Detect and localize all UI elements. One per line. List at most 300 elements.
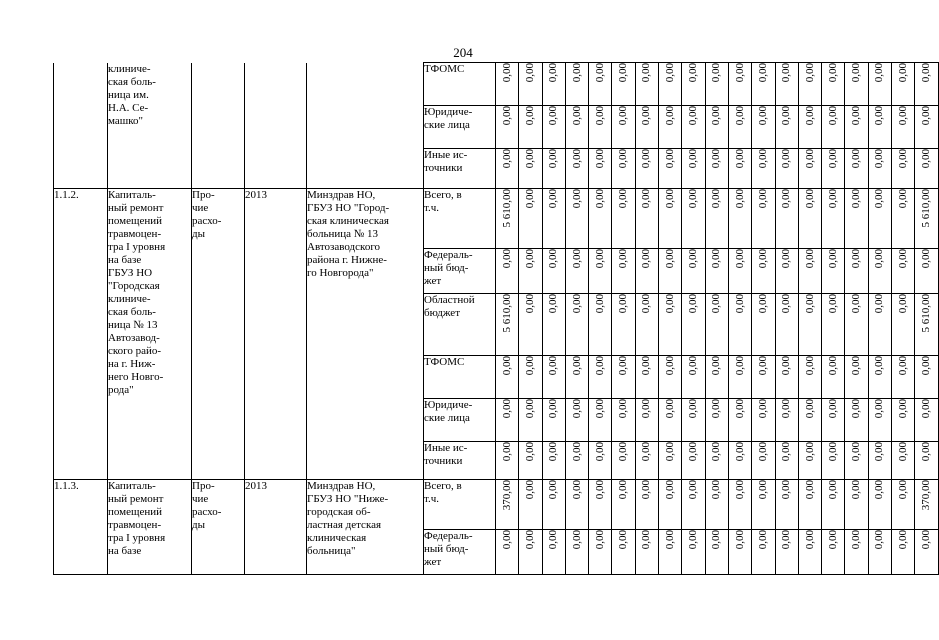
value-cell <box>612 63 635 106</box>
value-cell <box>519 189 542 249</box>
value-text: 370,00 <box>500 480 513 511</box>
value-cell <box>868 249 891 294</box>
value-text: 0,00 <box>640 442 653 462</box>
value-cell <box>659 189 682 249</box>
measure-name-cell: клиниче- ская боль- ница им. Н.А. Се- машко" <box>108 63 192 189</box>
value-cell <box>728 356 751 399</box>
value-cell <box>682 480 705 530</box>
value-cell <box>612 480 635 530</box>
value-cell <box>845 530 868 575</box>
value-text: 0,00 <box>710 356 723 376</box>
value-cell <box>589 249 612 294</box>
value-text: 0,00 <box>523 106 536 126</box>
value-cell <box>728 442 751 480</box>
value-cell <box>565 106 588 149</box>
value-cell <box>822 106 845 149</box>
value-text: 0,00 <box>919 442 932 462</box>
value-text: 0,00 <box>756 442 769 462</box>
row-id-cell: 1.1.3. <box>54 480 108 575</box>
year-cell: 2013 <box>245 189 307 480</box>
value-cell <box>915 189 938 249</box>
year-cell <box>245 63 307 189</box>
value-cell <box>542 106 565 149</box>
value-cell <box>519 149 542 189</box>
value-cell <box>868 294 891 356</box>
value-cell <box>775 399 798 442</box>
value-text: 0,00 <box>523 530 536 550</box>
value-cell <box>659 399 682 442</box>
value-text: 0,00 <box>593 106 606 126</box>
budget-table <box>53 62 939 575</box>
value-text: 0,00 <box>780 530 793 550</box>
value-cell <box>589 399 612 442</box>
value-cell <box>542 442 565 480</box>
value-cell <box>915 356 938 399</box>
value-cell <box>496 442 519 480</box>
value-text: 0,00 <box>593 63 606 83</box>
value-text: 0,00 <box>570 399 583 419</box>
value-cell <box>682 149 705 189</box>
value-text: 0,00 <box>547 63 560 83</box>
value-text: 0,00 <box>780 189 793 209</box>
value-cell <box>728 294 751 356</box>
value-text: 0,00 <box>687 149 700 169</box>
value-cell <box>565 189 588 249</box>
value-text: 0,00 <box>523 356 536 376</box>
value-text: 0,00 <box>803 356 816 376</box>
executor-cell: Минздрав НО, ГБУЗ НО "Ниже- городская об- ластная детская клиническая больница" <box>307 480 424 575</box>
value-text: 0,00 <box>733 356 746 376</box>
value-cell <box>682 442 705 480</box>
value-cell <box>542 399 565 442</box>
value-text: 0,00 <box>850 294 863 314</box>
value-text: 0,00 <box>547 530 560 550</box>
value-cell <box>496 530 519 575</box>
value-text: 0,00 <box>570 530 583 550</box>
value-cell <box>845 294 868 356</box>
value-cell <box>635 249 658 294</box>
funding-source-cell: Всего, в т.ч. <box>424 480 496 530</box>
value-text: 0,00 <box>547 480 560 500</box>
value-cell <box>705 294 728 356</box>
value-text: 0,00 <box>780 63 793 83</box>
value-cell <box>752 63 775 106</box>
value-text: 0,00 <box>803 399 816 419</box>
value-text: 0,00 <box>873 530 886 550</box>
value-cell <box>705 399 728 442</box>
funding-source-cell: Федераль- ный бюд- жет <box>424 530 496 575</box>
value-text: 0,00 <box>663 249 676 269</box>
value-cell <box>728 480 751 530</box>
value-cell <box>752 399 775 442</box>
value-text: 0,00 <box>710 106 723 126</box>
value-cell <box>589 294 612 356</box>
value-cell <box>496 149 519 189</box>
value-cell <box>798 356 821 399</box>
value-text: 0,00 <box>523 249 536 269</box>
value-text: 0,00 <box>547 189 560 209</box>
value-text: 0,00 <box>547 356 560 376</box>
value-text: 0,00 <box>617 294 630 314</box>
value-cell <box>589 189 612 249</box>
value-text: 0,00 <box>687 530 700 550</box>
value-cell <box>705 356 728 399</box>
value-text: 0,00 <box>547 442 560 462</box>
value-text: 0,00 <box>593 530 606 550</box>
value-text: 0,00 <box>733 106 746 126</box>
value-cell <box>612 149 635 189</box>
value-cell <box>659 356 682 399</box>
value-text: 0,00 <box>687 106 700 126</box>
value-text: 0,00 <box>733 189 746 209</box>
value-cell <box>612 356 635 399</box>
value-text: 0,00 <box>500 442 513 462</box>
value-text: 0,00 <box>617 480 630 500</box>
year-cell: 2013 <box>245 480 307 575</box>
value-text: 0,00 <box>896 149 909 169</box>
value-cell <box>635 530 658 575</box>
value-cell <box>542 63 565 106</box>
value-text: 0,00 <box>687 480 700 500</box>
row-id-cell <box>54 63 108 189</box>
value-text: 0,00 <box>756 399 769 419</box>
value-cell <box>845 249 868 294</box>
value-cell <box>659 294 682 356</box>
value-cell <box>845 63 868 106</box>
value-cell <box>845 399 868 442</box>
value-cell <box>682 294 705 356</box>
value-cell <box>915 294 938 356</box>
value-text: 0,00 <box>500 149 513 169</box>
value-cell <box>589 356 612 399</box>
value-text: 0,00 <box>826 480 839 500</box>
value-text: 0,00 <box>663 106 676 126</box>
value-text: 0,00 <box>687 63 700 83</box>
value-cell <box>496 63 519 106</box>
value-cell <box>845 189 868 249</box>
value-cell <box>519 294 542 356</box>
value-cell <box>682 106 705 149</box>
value-cell <box>798 149 821 189</box>
value-cell <box>519 106 542 149</box>
value-cell <box>705 149 728 189</box>
value-cell <box>822 63 845 106</box>
value-text: 0,00 <box>710 442 723 462</box>
value-cell <box>892 149 915 189</box>
value-text: 0,00 <box>826 106 839 126</box>
value-cell <box>635 442 658 480</box>
value-cell <box>915 149 938 189</box>
value-text: 0,00 <box>663 63 676 83</box>
value-text: 0,00 <box>570 294 583 314</box>
funding-source-cell: Юридиче- ские лица <box>424 399 496 442</box>
value-cell <box>612 399 635 442</box>
value-cell <box>565 63 588 106</box>
value-cell <box>542 249 565 294</box>
value-text: 0,00 <box>710 399 723 419</box>
value-cell <box>542 189 565 249</box>
value-text: 0,00 <box>826 149 839 169</box>
value-text: 0,00 <box>710 189 723 209</box>
value-text: 0,00 <box>873 480 886 500</box>
value-cell <box>822 294 845 356</box>
value-text: 0,00 <box>733 530 746 550</box>
value-text: 0,00 <box>896 480 909 500</box>
value-cell <box>798 63 821 106</box>
value-text: 0,00 <box>523 442 536 462</box>
value-cell <box>845 480 868 530</box>
value-cell <box>915 399 938 442</box>
value-text: 0,00 <box>593 149 606 169</box>
value-text: 0,00 <box>570 356 583 376</box>
value-text: 0,00 <box>850 249 863 269</box>
value-text: 0,00 <box>756 106 769 126</box>
value-cell <box>565 530 588 575</box>
value-text: 0,00 <box>570 189 583 209</box>
value-cell <box>565 442 588 480</box>
value-text: 0,00 <box>919 356 932 376</box>
value-text: 0,00 <box>640 106 653 126</box>
value-cell <box>752 106 775 149</box>
value-text: 0,00 <box>780 249 793 269</box>
value-text: 0,00 <box>873 294 886 314</box>
value-text: 0,00 <box>570 63 583 83</box>
value-cell <box>892 399 915 442</box>
value-text: 0,00 <box>523 149 536 169</box>
value-cell <box>519 399 542 442</box>
value-text: 0,00 <box>710 480 723 500</box>
value-cell <box>519 480 542 530</box>
value-text: 0,00 <box>640 356 653 376</box>
value-text: 0,00 <box>896 356 909 376</box>
funding-source-cell: ТФОМС <box>424 356 496 399</box>
funding-source-cell: Иные ис- точники <box>424 442 496 480</box>
value-cell <box>705 106 728 149</box>
value-text: 0,00 <box>756 530 769 550</box>
value-text: 0,00 <box>663 442 676 462</box>
value-text: 0,00 <box>687 442 700 462</box>
value-cell <box>635 294 658 356</box>
value-cell <box>659 149 682 189</box>
value-cell <box>682 530 705 575</box>
value-text: 0,00 <box>919 530 932 550</box>
value-cell <box>589 63 612 106</box>
value-cell <box>868 356 891 399</box>
value-text: 0,00 <box>593 249 606 269</box>
value-text: 0,00 <box>710 63 723 83</box>
value-text: 0,00 <box>780 356 793 376</box>
value-text: 0,00 <box>547 399 560 419</box>
value-text: 0,00 <box>733 294 746 314</box>
value-cell <box>705 442 728 480</box>
value-text: 0,00 <box>617 399 630 419</box>
value-text: 0,00 <box>687 189 700 209</box>
value-text: 0,00 <box>780 106 793 126</box>
value-cell <box>892 249 915 294</box>
value-cell <box>635 149 658 189</box>
value-cell <box>775 530 798 575</box>
value-text: 0,00 <box>919 399 932 419</box>
value-text: 0,00 <box>617 149 630 169</box>
value-text: 0,00 <box>896 189 909 209</box>
value-text: 0,00 <box>873 442 886 462</box>
value-cell <box>868 189 891 249</box>
value-text: 5 610,00 <box>919 189 932 228</box>
value-cell <box>868 530 891 575</box>
value-cell <box>496 480 519 530</box>
value-cell <box>635 106 658 149</box>
value-text: 0,00 <box>873 149 886 169</box>
value-cell <box>798 480 821 530</box>
value-text: 0,00 <box>756 63 769 83</box>
value-cell <box>822 480 845 530</box>
value-text: 0,00 <box>919 106 932 126</box>
value-text: 0,00 <box>826 249 839 269</box>
value-text: 0,00 <box>640 249 653 269</box>
expense-kind-cell <box>192 63 245 189</box>
value-cell <box>542 149 565 189</box>
value-text: 0,00 <box>803 294 816 314</box>
value-cell <box>915 106 938 149</box>
value-text: 0,00 <box>733 399 746 419</box>
value-text: 0,00 <box>826 442 839 462</box>
value-cell <box>728 189 751 249</box>
value-cell <box>589 106 612 149</box>
value-text: 0,00 <box>826 189 839 209</box>
value-text: 0,00 <box>617 356 630 376</box>
value-cell <box>775 189 798 249</box>
value-cell <box>659 442 682 480</box>
value-text: 0,00 <box>896 63 909 83</box>
value-cell <box>612 106 635 149</box>
value-text: 0,00 <box>780 442 793 462</box>
value-text: 0,00 <box>873 63 886 83</box>
value-cell <box>728 399 751 442</box>
value-text: 0,00 <box>803 149 816 169</box>
value-text: 5 610,00 <box>500 189 513 228</box>
value-text: 0,00 <box>663 399 676 419</box>
value-text: 0,00 <box>640 399 653 419</box>
value-cell <box>659 480 682 530</box>
value-cell <box>775 294 798 356</box>
value-text: 0,00 <box>826 63 839 83</box>
value-cell <box>589 480 612 530</box>
value-cell <box>752 249 775 294</box>
value-text: 0,00 <box>896 442 909 462</box>
value-text: 0,00 <box>687 356 700 376</box>
value-text: 0,00 <box>710 530 723 550</box>
value-cell <box>728 530 751 575</box>
value-cell <box>519 530 542 575</box>
value-text: 0,00 <box>547 149 560 169</box>
value-cell <box>822 442 845 480</box>
value-cell <box>775 106 798 149</box>
value-cell <box>798 189 821 249</box>
value-cell <box>589 149 612 189</box>
value-cell <box>519 63 542 106</box>
value-text: 0,00 <box>780 399 793 419</box>
value-cell <box>775 249 798 294</box>
value-text: 0,00 <box>780 149 793 169</box>
value-text: 0,00 <box>896 106 909 126</box>
value-text: 0,00 <box>896 249 909 269</box>
value-cell <box>892 189 915 249</box>
value-text: 0,00 <box>593 189 606 209</box>
value-text: 0,00 <box>850 356 863 376</box>
value-cell <box>892 106 915 149</box>
value-cell <box>752 356 775 399</box>
value-text: 0,00 <box>733 480 746 500</box>
value-cell <box>892 442 915 480</box>
value-text: 0,00 <box>570 249 583 269</box>
funding-source-cell: Юридиче- ские лица <box>424 106 496 149</box>
value-text: 0,00 <box>640 294 653 314</box>
table-row <box>54 63 939 106</box>
value-text: 0,00 <box>617 189 630 209</box>
value-text: 0,00 <box>826 399 839 419</box>
value-cell <box>845 356 868 399</box>
value-cell <box>915 442 938 480</box>
value-cell <box>775 442 798 480</box>
value-cell <box>752 480 775 530</box>
value-text: 0,00 <box>756 149 769 169</box>
value-cell <box>565 294 588 356</box>
value-text: 0,00 <box>570 106 583 126</box>
value-text: 0,00 <box>873 106 886 126</box>
value-cell <box>682 399 705 442</box>
value-cell <box>728 249 751 294</box>
table-row <box>54 189 939 249</box>
value-text: 0,00 <box>687 399 700 419</box>
value-text: 0,00 <box>710 294 723 314</box>
value-text: 0,00 <box>850 189 863 209</box>
value-cell <box>542 356 565 399</box>
value-cell <box>752 442 775 480</box>
value-text: 0,00 <box>756 356 769 376</box>
value-cell <box>728 106 751 149</box>
value-text: 0,00 <box>523 189 536 209</box>
value-cell <box>728 149 751 189</box>
value-text: 0,00 <box>570 149 583 169</box>
value-cell <box>705 530 728 575</box>
executor-cell <box>307 63 424 189</box>
value-text: 0,00 <box>826 356 839 376</box>
value-cell <box>798 249 821 294</box>
value-text: 0,00 <box>826 294 839 314</box>
value-text: 0,00 <box>850 480 863 500</box>
value-text: 0,00 <box>687 249 700 269</box>
value-text: 0,00 <box>919 249 932 269</box>
value-cell <box>612 189 635 249</box>
value-cell <box>915 530 938 575</box>
value-text: 0,00 <box>640 189 653 209</box>
value-text: 0,00 <box>873 249 886 269</box>
value-text: 0,00 <box>617 442 630 462</box>
value-text: 0,00 <box>710 149 723 169</box>
value-text: 5 610,00 <box>919 294 932 333</box>
value-text: 0,00 <box>733 149 746 169</box>
value-cell <box>845 106 868 149</box>
value-cell <box>728 63 751 106</box>
value-cell <box>845 442 868 480</box>
value-text: 0,00 <box>850 399 863 419</box>
value-text: 0,00 <box>500 530 513 550</box>
value-cell <box>519 356 542 399</box>
value-text: 370,00 <box>919 480 932 511</box>
value-cell <box>496 249 519 294</box>
value-text: 0,00 <box>500 356 513 376</box>
value-cell <box>868 399 891 442</box>
